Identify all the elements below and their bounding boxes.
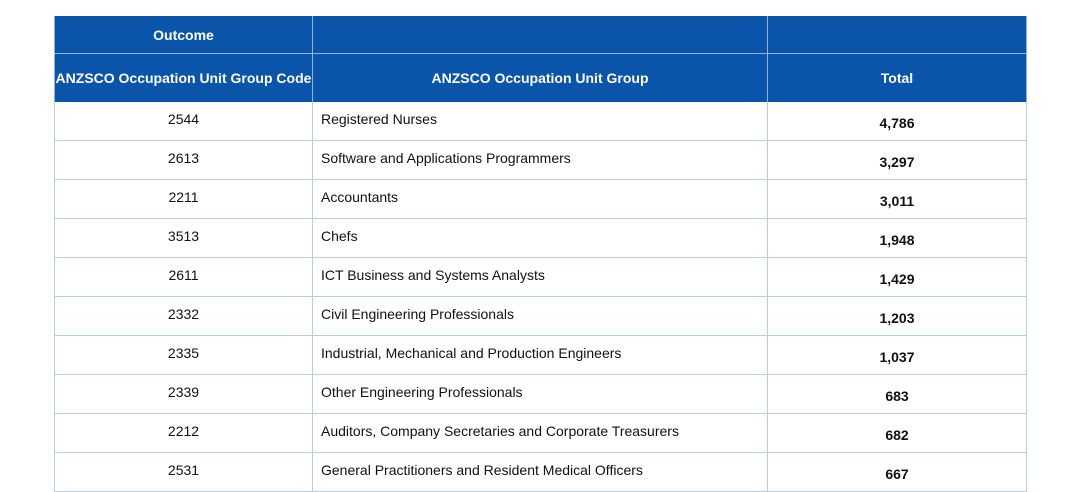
occupation-table [54,16,1027,492]
table-row [55,180,1027,219]
occupation-total-cell: 4,786 [768,102,1027,141]
occupation-code-cell: 2332 [55,297,313,336]
table-row [55,336,1027,375]
occupation-code-cell: 2544 [55,102,313,141]
occupation-total-cell: 3,297 [768,141,1027,180]
occupation-group-cell: Auditors, Company Secretaries and Corporate Treasurers [313,414,768,453]
table-header [55,16,1027,102]
occupation-group-cell: ICT Business and Systems Analysts [313,258,768,297]
table-row [55,219,1027,258]
occupation-group-cell: Civil Engineering Professionals [313,297,768,336]
occupation-group-cell: Chefs [313,219,768,258]
occupation-total-cell: 682 [768,414,1027,453]
total-column-header: Total [768,54,1027,103]
table-row [55,297,1027,336]
table-row [55,102,1027,141]
occupation-total-cell: 1,037 [768,336,1027,375]
occupation-total-cell: 1,429 [768,258,1027,297]
occupation-code-cell: 2335 [55,336,313,375]
outcome-header-empty-cell [313,16,768,54]
table-row [55,375,1027,414]
occupation-group-cell: General Practitioners and Resident Medical Officers [313,453,768,492]
occupation-group-cell: Software and Applications Programmers [313,141,768,180]
occupation-code-cell: 2339 [55,375,313,414]
occupation-total-cell: 683 [768,375,1027,414]
occupation-code-cell: 2613 [55,141,313,180]
table-row [55,453,1027,492]
occupation-code-cell: 2211 [55,180,313,219]
occupation-code-cell: 2212 [55,414,313,453]
table-row [55,414,1027,453]
column-header-row [55,54,1027,103]
occupation-group-cell: Accountants [313,180,768,219]
group-column-header: ANZSCO Occupation Unit Group [313,54,768,103]
table-row [55,141,1027,180]
outcome-header-row [55,16,1027,54]
occupation-code-cell: 3513 [55,219,313,258]
outcome-header-cell: Outcome [55,16,313,54]
occupation-total-cell: 3,011 [768,180,1027,219]
occupation-group-cell: Registered Nurses [313,102,768,141]
outcome-header-empty-cell [768,16,1027,54]
code-column-header: ANZSCO Occupation Unit Group Code [55,54,313,103]
occupation-total-cell: 1,203 [768,297,1027,336]
table-row [55,258,1027,297]
occupation-table-container [54,16,1026,492]
occupation-group-cell: Industrial, Mechanical and Production Engineers [313,336,768,375]
table-body [55,102,1027,492]
occupation-code-cell: 2611 [55,258,313,297]
occupation-group-cell: Other Engineering Professionals [313,375,768,414]
occupation-total-cell: 667 [768,453,1027,492]
occupation-total-cell: 1,948 [768,219,1027,258]
occupation-code-cell: 2531 [55,453,313,492]
